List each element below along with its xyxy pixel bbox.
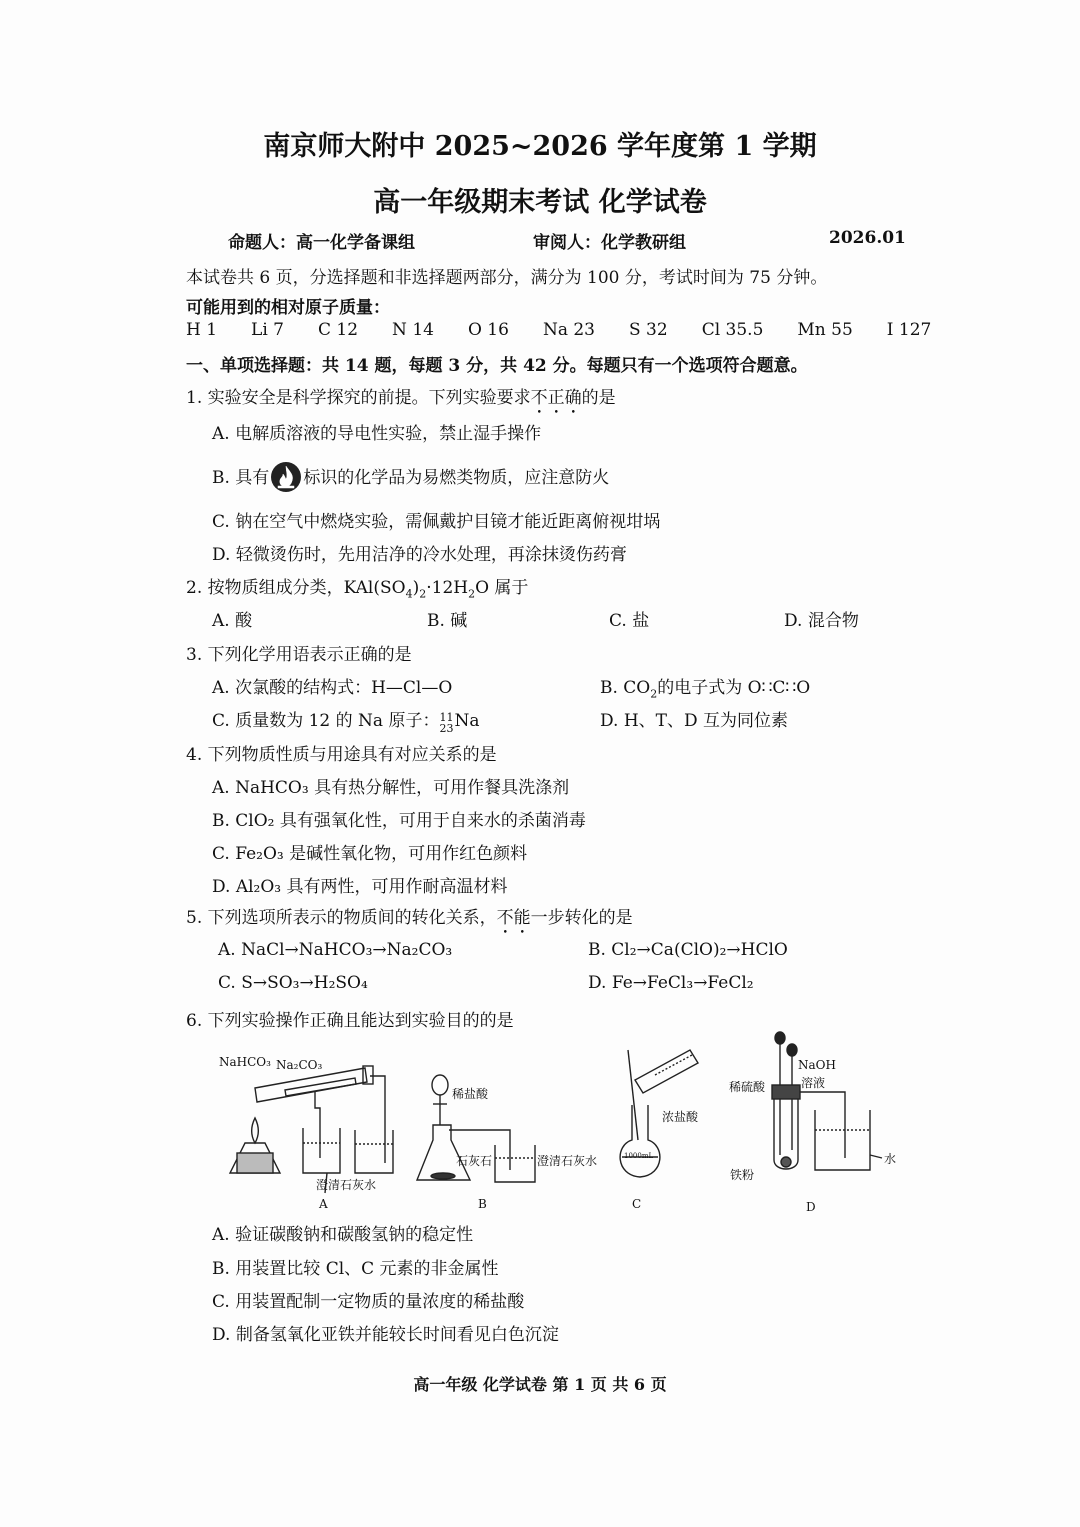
q6-option-a: A. 验证碳酸钠和碳酸氢钠的稳定性 (212, 1225, 474, 1245)
q6-option-b: B. 用装置比较 Cl、C 元素的非金属性 (212, 1259, 499, 1279)
exam-date: 2026.01 (829, 228, 906, 248)
fig-d-label-iron: 铁粉 (730, 1168, 755, 1182)
q1-option-b-text: B. 具有 (212, 468, 270, 488)
mass-item: N 14 (392, 320, 434, 340)
fig-d-label-naoh: NaOH (798, 1058, 836, 1072)
mass-item: S 32 (629, 320, 668, 340)
exam-title-line2: 高一年级期末考试 化学试卷 (373, 187, 707, 218)
intro-line: 本试卷共 6 页，分选择题和非选择题两部分，满分为 100 分，考试时间为 75 分钟。 (186, 268, 828, 288)
fig-c-label-conc-hcl: 浓盐酸 (662, 1110, 699, 1124)
q1-option-a: A. 电解质溶液的导电性实验，禁止湿手操作 (212, 424, 542, 444)
mass-item: H 1 (186, 320, 218, 340)
q1-option-b-text-end: 标识的化学品为易燃类物质，应注意防火 (303, 468, 610, 488)
q1-stem (186, 383, 616, 418)
atomic-masses (186, 320, 965, 340)
q2-stem-text: ) (412, 578, 420, 598)
fig-a-tag: A (319, 1197, 328, 1211)
q4-option-a: A. NaHCO₃ 具有热分解性，可用作餐具洗涤剂 (212, 778, 570, 798)
mass-item: O 16 (467, 320, 509, 340)
q6-option-d: D. 制备氢氧化亚铁并能较长时间看见白色沉淀 (212, 1325, 559, 1345)
fig-c-tag: C (632, 1197, 642, 1211)
apparatus-d-diagram (730, 1030, 900, 1190)
q4-stem: 4. 下列物质性质与用途具有对应关系的是 (186, 745, 497, 765)
q3-option-a: A. 次氯酸的结构式：H—Cl—O (212, 678, 453, 698)
flammable-hazard-icon (271, 462, 301, 492)
page-footer: 高一年级 化学试卷 第 1 页 共 6 页 (413, 1375, 667, 1394)
fig-b-label-hcl: 稀盐酸 (452, 1087, 489, 1101)
mass-item: I 127 (886, 320, 932, 340)
q1-option-d: D. 轻微烫伤时，先用洁净的冷水处理，再涂抹烫伤药膏 (212, 545, 627, 565)
q1-stem-end: 的是 (581, 388, 616, 408)
q5-stem (186, 903, 633, 938)
q1-option-c: C. 钠在空气中燃烧实验，需佩戴护目镜才能近距离俯视坩埚 (212, 512, 661, 532)
q5-option-a: A. NaCl→NaHCO₃→Na₂CO₃ (218, 940, 453, 960)
q5-option-c: C. S→SO₃→H₂SO₄ (218, 973, 368, 993)
fig-b-tag: B (478, 1197, 487, 1211)
q2-option-d: D. 混合物 (784, 611, 859, 631)
q3-sub: 2 (650, 687, 658, 701)
q2-stem-text: ·12H (426, 578, 469, 598)
fig-d-label-solution: 溶液 (801, 1076, 826, 1090)
q2-stem-text: 2. 按物质组成分类，KAl(SO (186, 578, 406, 598)
apparatus-a-diagram (215, 1048, 415, 1218)
apparatus-b-diagram (415, 1070, 610, 1190)
fig-a-label-na2co3: Na₂CO₃ (276, 1058, 323, 1072)
q6-stem: 6. 下列实验操作正确且能达到实验目的的是 (186, 1011, 514, 1031)
fig-b-label-limewater: 澄清石灰水 (537, 1154, 598, 1168)
fig-d-tag: D (806, 1200, 816, 1214)
exam-title-line1: 南京师大附中 2025~2026 学年度第 1 学期 (263, 131, 817, 162)
q3-option-c-text: C. 质量数为 12 的 Na 原子： (212, 711, 440, 731)
q4-option-c: C. Fe₂O₃ 是碱性氧化物，可用作红色颜料 (212, 844, 528, 864)
q2-option-a: A. 酸 (212, 611, 253, 631)
q2-sub: 4 (405, 587, 413, 601)
q5-stem-emphasis: 不能 (496, 908, 531, 928)
q5-stem-text: 5. 下列选项所表示的物质间的转化关系， (186, 908, 497, 928)
q2-stem (186, 573, 528, 600)
nuclide-notation (439, 712, 453, 734)
mass-item: Cl 35.5 (701, 320, 764, 340)
fig-d-label-water: 水 (884, 1152, 897, 1166)
q2-sub: 2 (419, 587, 427, 601)
q3-option-b (600, 673, 810, 700)
fig-d-label-h2so4: 稀硫酸 (729, 1080, 766, 1094)
fig-a-label-limewater: 澄清石灰水 (316, 1178, 377, 1192)
fig-b-label-limestone: 石灰石 (456, 1154, 493, 1168)
q3-option-c (212, 706, 479, 734)
exam-reviewer: 审阅人：化学教研组 (533, 233, 686, 253)
q1-option-b (212, 462, 609, 492)
q3-option-b-text: B. CO (600, 678, 651, 698)
q5-option-b: B. Cl₂→Ca(ClO)₂→HClO (588, 940, 788, 960)
q5-stem-end: 一步转化的是 (530, 908, 633, 928)
nuclide-bottom: 23 (439, 722, 454, 735)
fig-a-label-nahco3: NaHCO₃ (219, 1055, 271, 1069)
q1-stem-text: 1. 实验安全是科学探究的前提。下列实验要求 (186, 388, 531, 408)
q1-stem-emphasis: 不正确 (530, 388, 582, 408)
q2-option-c: C. 盐 (609, 611, 650, 631)
q2-option-b: B. 碱 (427, 611, 468, 631)
nuclide-top: 11 (439, 711, 454, 724)
exam-author: 命题人：高一化学备课组 (228, 233, 415, 253)
q2-stem-text: O 属于 (475, 578, 529, 598)
section-heading: 一、单项选择题：共 14 题，每题 3 分，共 42 分。每题只有一个选项符合题意。 (186, 356, 808, 376)
mass-item: Li 7 (251, 320, 284, 340)
q6-option-c: C. 用装置配制一定物质的量浓度的稀盐酸 (212, 1292, 525, 1312)
q3-option-d: D. H、T、D 互为同位素 (600, 711, 789, 731)
mass-item: C 12 (318, 320, 359, 340)
q4-option-b: B. ClO₂ 具有强氧化性，可用于自来水的杀菌消毒 (212, 811, 586, 831)
masses-heading: 可能用到的相对原子质量： (186, 298, 390, 318)
mass-item: Na 23 (542, 320, 595, 340)
q3-option-c-symbol: Na (454, 711, 480, 731)
q2-sub: 2 (468, 587, 476, 601)
q5-option-d: D. Fe→FeCl₃→FeCl₂ (588, 973, 754, 993)
fig-c-label-volume: 1000mL (624, 1152, 654, 1160)
q4-option-d: D. Al₂O₃ 具有两性，可用作耐高温材料 (212, 877, 508, 897)
q3-stem: 3. 下列化学用语表示正确的是 (186, 645, 412, 665)
q3-option-b-text-end: 的电子式为 O∷C∷O (657, 678, 811, 698)
mass-item: Mn 55 (797, 320, 853, 340)
